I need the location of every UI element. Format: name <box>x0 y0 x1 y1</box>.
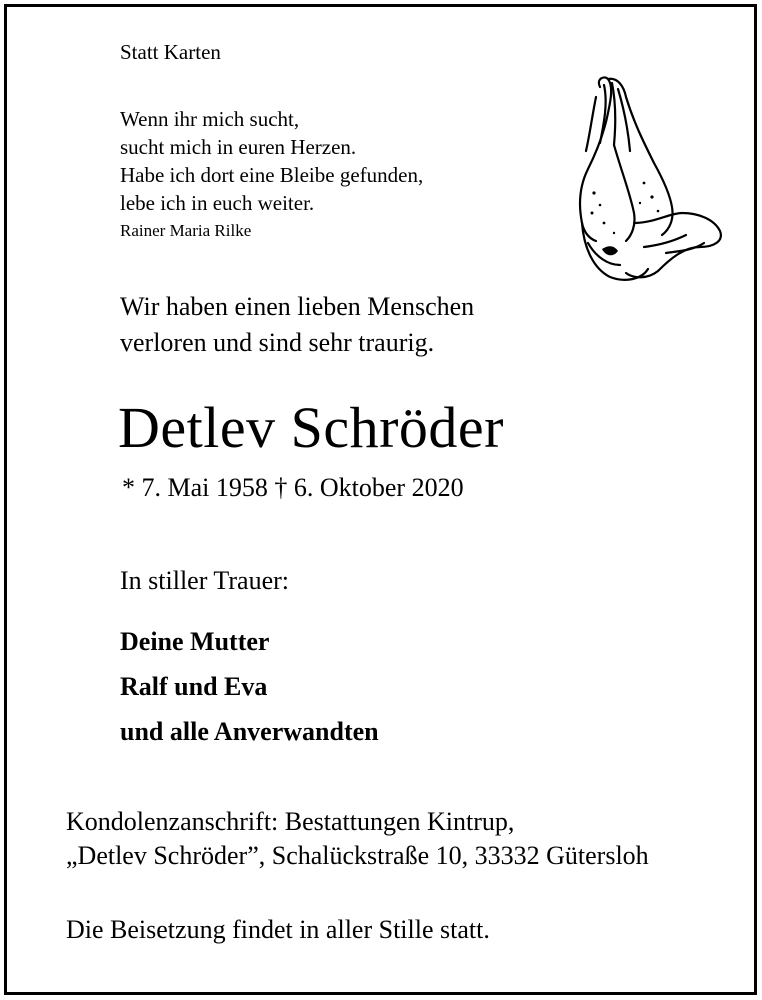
mourner-relatives: und alle Anverwandten <box>120 717 379 746</box>
condolence-address: „Detlev Schröder”, Schalückstraße 10, 33332 Gütersloh <box>66 841 649 870</box>
mourner-mother: Deine Mutter <box>120 627 270 656</box>
poem-author: Rainer Maria Rilke <box>120 221 252 240</box>
mourning-heading: In stiller Trauer: <box>120 566 289 595</box>
poem-line-2: sucht mich in euren Herzen. <box>120 135 357 159</box>
intro-line-1: Wir haben einen lieben Menschen <box>120 292 475 321</box>
statt-karten: Statt Karten <box>120 40 221 64</box>
praying-hands-icon <box>574 73 726 283</box>
poem-line-1: Wenn ihr mich sucht, <box>120 107 300 131</box>
deceased-name: Detlev Schröder <box>118 395 504 460</box>
life-dates: * 7. Mai 1958 † 6. Oktober 2020 <box>122 473 464 502</box>
burial-note: Die Beisetzung findet in aller Stille statt. <box>66 915 490 944</box>
poem-line-3: Habe ich dort eine Bleibe gefunden, <box>120 163 424 187</box>
condolence-line-1: Kondolenzanschrift: Bestattungen Kintrup, <box>66 807 515 836</box>
poem-line-4: lebe ich in euch weiter. <box>120 191 315 215</box>
intro-line-2: verloren und sind sehr traurig. <box>120 328 435 357</box>
mourner-ralf-eva: Ralf und Eva <box>120 672 268 701</box>
